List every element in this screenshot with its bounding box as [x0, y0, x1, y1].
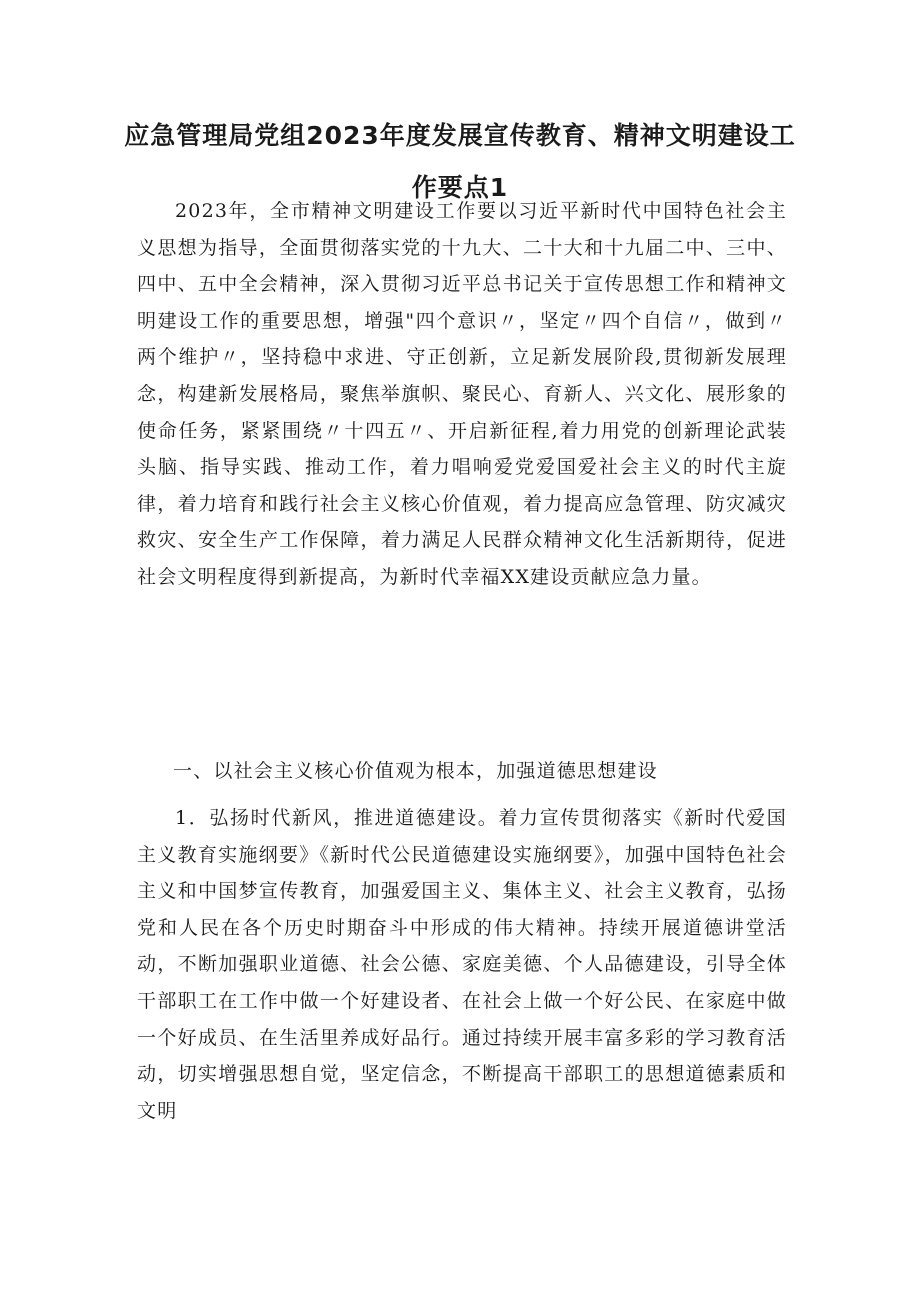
section-heading-1: 一、以社会主义核心价值观为根本，加强道德思想建设	[173, 760, 658, 782]
document-title-line-1: 应急管理局党组2023年度发展宣传教育、精神文明建设工	[124, 121, 796, 150]
item-paragraph-1: 1．弘扬时代新风，推进道德建设。着力宣传贯彻落实《新时代爱国主义教育实施纲要》《新时代公民道德建设实施纲要》，加强中国特色社会主义和中国梦宣传教育，加强爱国主义、集体主义、社会主义教育，弘扬党和人民在各个历史时期奋斗中形成的伟大精神。持续开展道德讲堂活动，不断加强职业道德、社会公德、家庭美德、个人品德建设，引导全体干部职工在工作中做一个好建设者、在社会上做一个好公民、在家庭中做一个好成员、在生活里养成好品行。通过持续开展丰富多彩的学习教育活动，切实增强思想自觉，坚定信念，不断提高干部职工的思想道德素质和文明	[137, 807, 787, 1122]
intro-paragraph: 2023年，全市精神文明建设工作要以习近平新时代中国特色社会主义思想为指导，全面贯彻落实党的十九大、二十大和十九届二中、三中、四中、五中全会精神，深入贯彻习近平总书记关于宣传思想工作和精神文明建设工作的重要思想，增强"四个意识〃，坚定〃四个自信〃，做到〃两个维护〃，坚持稳中求进、守正创新，立足新发展阶段,贯彻新发展理念，构建新发展格局，聚焦举旗帜、聚民心、育新人、兴文化、展形象的使命任务，紧紧围绕〃十四五〃、开启新征程,着力用党的创新理论武装头脑、指导实践、推动工作，着力唱响爱党爱国爱社会主义的时代主旋律，着力培育和践行社会主义核心价值观，着力提高应急管理、防灾减灾救灾、安全生产工作保障，着力满足人民群众精神文化生活新期待，促进社会文明程度得到新提高，为新时代幸福XX建设贡献应急力量。	[137, 200, 787, 588]
document-title-line-2: 作要点1	[411, 173, 509, 202]
